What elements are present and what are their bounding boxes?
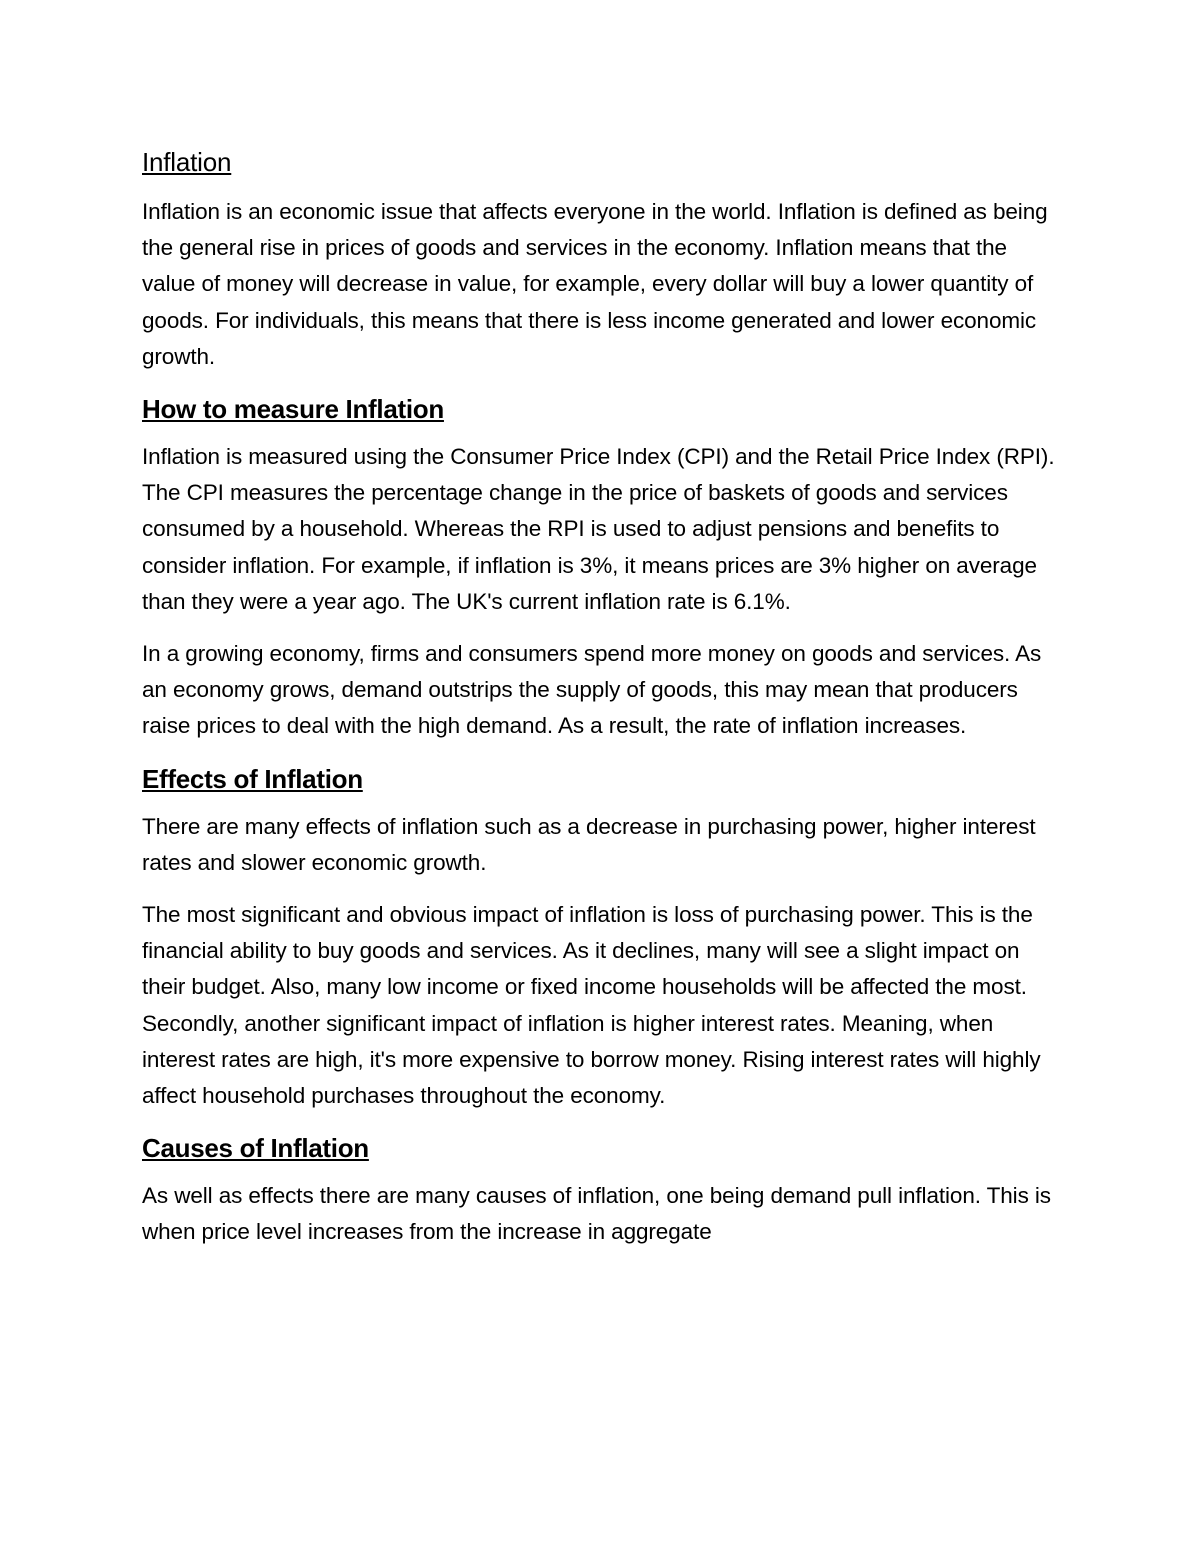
section-heading-measure: How to measure Inflation (142, 394, 444, 425)
section-heading-effects: Effects of Inflation (142, 763, 363, 794)
measure-paragraph-2: In a growing economy, firms and consumers spend more money on goods and services. As an economy grows, demand outstrips the supply of goods, this may mean that producers raise prices to deal with the high demand. As a result, the rate of inflation increases. (142, 641, 1042, 739)
intro-paragraph: Inflation is an economic issue that affects everyone in the world. Inflation is defined as being the general rise in prices of goods and services in the economy. Inflation means that the value of money will decrease in value, for example, every dollar will buy a lower quantity of goods. For individuals, this means that there is less income generated and lower economic growth. (142, 199, 1048, 369)
measure-paragraph-1: Inflation is measured using the Consumer Price Index (CPI) and the Retail Price Index (RPI). The CPI measures the percentage change in the price of baskets of goods and services consumed by a household. Whereas the RPI is used to adjust pensions and benefits to consider inflation. For example, if inflation is 3%, it means prices are 3% higher on average than they were a year ago. The UK's current inflation rate is 6.1%. (142, 444, 1055, 614)
effects-paragraph-1: There are many effects of inflation such as a decrease in purchasing power, higher interest rates and slower economic growth. (142, 813, 1036, 875)
document-body (142, 140, 1062, 1267)
section-heading-causes: Causes of Inflation (142, 1133, 369, 1164)
document-title: Inflation (142, 147, 232, 177)
causes-paragraph-1: As well as effects there are many causes of inflation, one being demand pull inflation. This is when price level increases from the increase in aggregate (142, 1183, 1051, 1245)
effects-paragraph-2: The most significant and obvious impact of inflation is loss of purchasing power. This is the financial ability to buy goods and services. As it declines, many will see a slight impact on their budget. Also, many low income or fixed income households will be affected the most. Secondly, another significant impact of inflation is higher interest rates. Meaning, when interest rates are high, it's more expensive to borrow money. Rising interest rates will highly affect household purchases throughout the economy. (142, 902, 1041, 1109)
